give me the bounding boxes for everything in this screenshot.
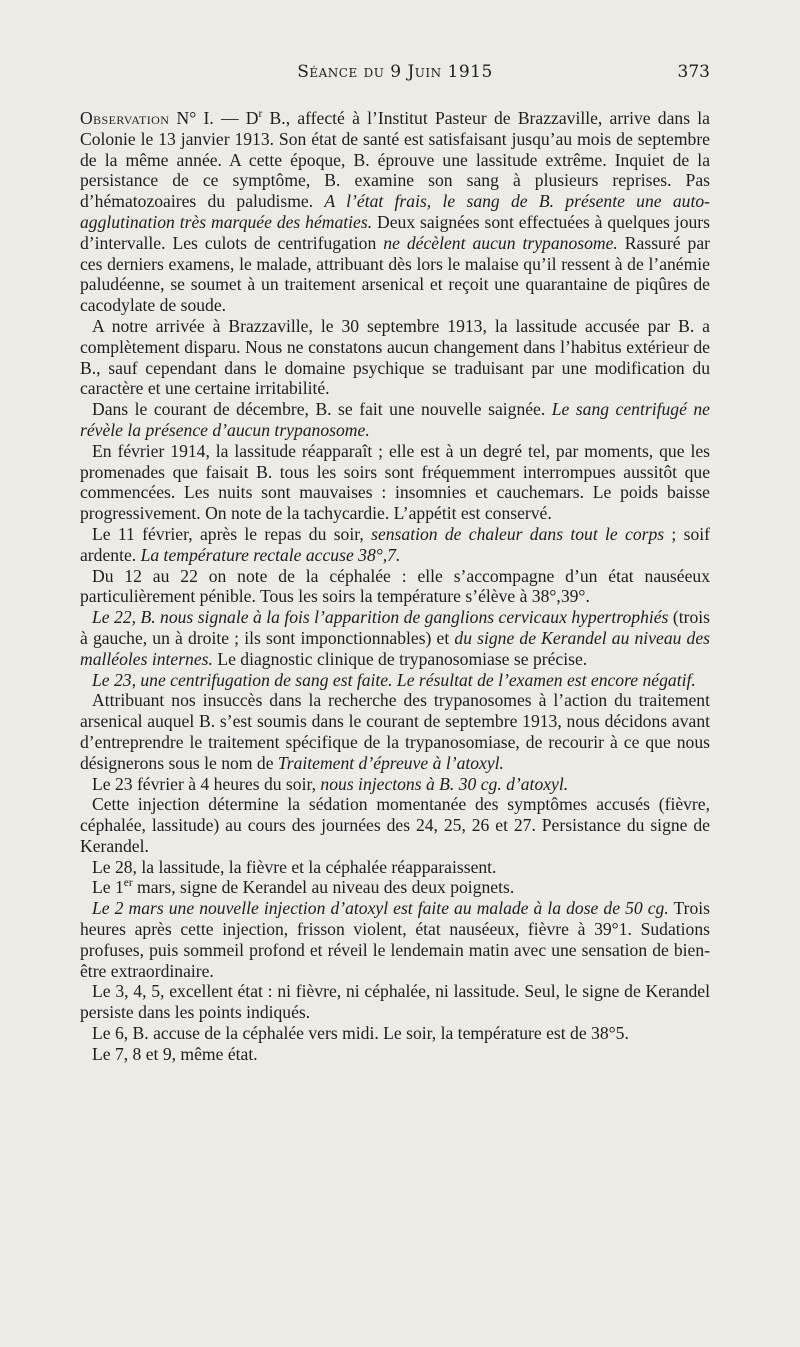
running-head: Séance du 9 Juin 1915 [297, 62, 493, 82]
body-text [80, 108, 710, 1065]
text-run: Le 7, 8 et 9, même état. [92, 1043, 258, 1064]
page-number: 373 [677, 62, 710, 82]
italic-text: Le 22, B. nous signale à la fois l’apparition de ganglions cervicaux hypertrophiés [92, 607, 669, 628]
superscript: r [258, 108, 263, 121]
italic-text: Le sang centrifugé ne révèle la présence d’aucun trypanosome. [80, 399, 710, 440]
text-run: Le 28, la lassitude, la fièvre et la céphalée réapparaissent. [92, 856, 497, 877]
paragraph [80, 857, 710, 878]
text-run: Observation [80, 108, 170, 128]
text-run: Trois heures après cette injection, frisson violent, état nauséeux, fièvre à 39°1. Sudations profuses, puis sommeil profond et réveil le lendemain matin avec une sensation de bien-être extraordinaire. [80, 898, 710, 981]
italic-text: Traitement d’épreuve à l’atoxyl. [277, 752, 504, 773]
text-run: Dans le courant de décembre, B. se fait une nouvelle saignée. [92, 399, 552, 420]
text-run: ; soif ardente. [80, 523, 711, 565]
text-run: Le 3, 4, 5, excellent état : ni fièvre, ni céphalée, ni lassitude. Seul, le signe de Kerandel persiste dans les points indiqués. [80, 981, 710, 1023]
italic-text: Le 23, une centrifugation de sang est faite. Le résultat de l’examen est encore négatif. [92, 669, 696, 690]
text-run: mars, signe de Kerandel au niveau des deux poignets. [132, 877, 515, 898]
italic-text: sensation de chaleur dans tout le corps [371, 523, 665, 544]
text-run: Cette injection détermine la sédation momentanée des symptômes accusés (fièvre, céphalée, lassitude) au cours des journées des 24, 25, 26 et 27. Persistance du signe de Kerandel. [80, 794, 710, 856]
paragraph [80, 1044, 710, 1065]
paragraph [80, 877, 710, 898]
superscript: er [123, 877, 133, 890]
text-run: Deux saignées sont effectuées à quelques jours d’intervalle. Les culots de centrifugation [80, 211, 710, 253]
paragraph [80, 981, 710, 1023]
paragraph [80, 316, 710, 399]
text-run: Le diagnostic clinique de trypanosomiase se précise. [212, 648, 588, 669]
paragraph [80, 441, 710, 524]
paragraph [80, 524, 710, 566]
italic-text: La température rectale accuse 38°,7. [140, 544, 401, 565]
italic-text: Le 2 mars une nouvelle injection d’atoxyl est faite au malade à la dose de 50 cg. [92, 898, 669, 919]
text-run: Du 12 au 22 on note de la céphalée : elle s’accompagne d’un état nauséeux particulièrement pénible. Tous les soirs la température s’élève à 38°,39°. [80, 565, 710, 607]
text-run: N° I. — D [169, 108, 259, 128]
text-run: En février 1914, la lassitude réapparaît ; elle est à un degré tel, par moments, que les promenades que faisait B. tous les soirs sont fréquemment interrompues aussitôt que commencées. Les nuits sont mauvaises : insomnies et cauchemars. Le poids baisse progressivement. On note de la tachycardie. L’appétit est conservé. [80, 440, 710, 524]
italic-text: nous injectons à B. 30 cg. d’atoxyl. [320, 773, 569, 794]
page-header [80, 62, 710, 88]
text-run: Le 6, B. accuse de la céphalée vers midi. Le soir, la température est de 38°5. [92, 1023, 629, 1044]
paragraph [80, 399, 710, 441]
italic-text: du signe de Kerandel au niveau des malléoles internes. [80, 627, 711, 669]
paragraph [80, 1023, 710, 1044]
text-run: Le 11 février, après le repas du soir, [92, 523, 372, 544]
text-run: (trois à gauche, un à droite ; ils sont imponctionnables) et [80, 607, 710, 648]
paragraph [80, 566, 710, 608]
text-run: B., affecté à l’Institut Pasteur de Brazzaville, arrive dans la Colonie le 13 janvier 1913. Son état de santé est satisfaisant jusqu’au mois de septembre de la même année. A cette époque, B. éprouve une lassitude extrême. Inquiet de la persistance de ce symptôme, B. examine son sang à plusieurs reprises. Pas d’hématozoaires du paludisme. [80, 108, 710, 212]
text-run: Attribuant nos insuccès dans la recherche des trypanosomes à l’action du traitement arsenical auquel B. s’est soumis dans le courant de septembre 1913, nous décidons avant d’entreprendre le traitement spécifique de la trypanosomiase, de recourir à ce que nous désignerons sous le nom de [80, 690, 710, 773]
text-run: Le 23 février à 4 heures du soir, [92, 773, 321, 794]
paragraph [80, 898, 710, 981]
italic-text: A l’état frais, le sang de B. présente une auto-agglutination très marquée des hématies. [80, 191, 711, 232]
paragraph [80, 794, 710, 856]
paragraph [80, 670, 710, 691]
paragraph [80, 607, 710, 669]
text-run: Le 1 [92, 877, 124, 898]
text-run: Rassuré par ces derniers examens, le malade, attribuant dès lors le malaise qu’il ressent à de l’anémie paludéenne, se soumet à un traitement arsenical et reçoit une quarantaine de piqûres de cacodylate de soude. [80, 232, 710, 316]
paragraph [80, 774, 710, 795]
italic-text: ne décèlent aucun trypanosome. [383, 232, 618, 253]
paragraph [80, 690, 710, 773]
text-run: A notre arrivée à Brazzaville, le 30 septembre 1913, la lassitude accusée par B. a complètement disparu. Nous ne constatons aucun changement dans l’habitus extérieur de B., sauf cependant dans le domaine psychique se traduisant par une modification du caractère et une certaine irritabilité. [80, 315, 710, 399]
paragraph [80, 108, 710, 316]
